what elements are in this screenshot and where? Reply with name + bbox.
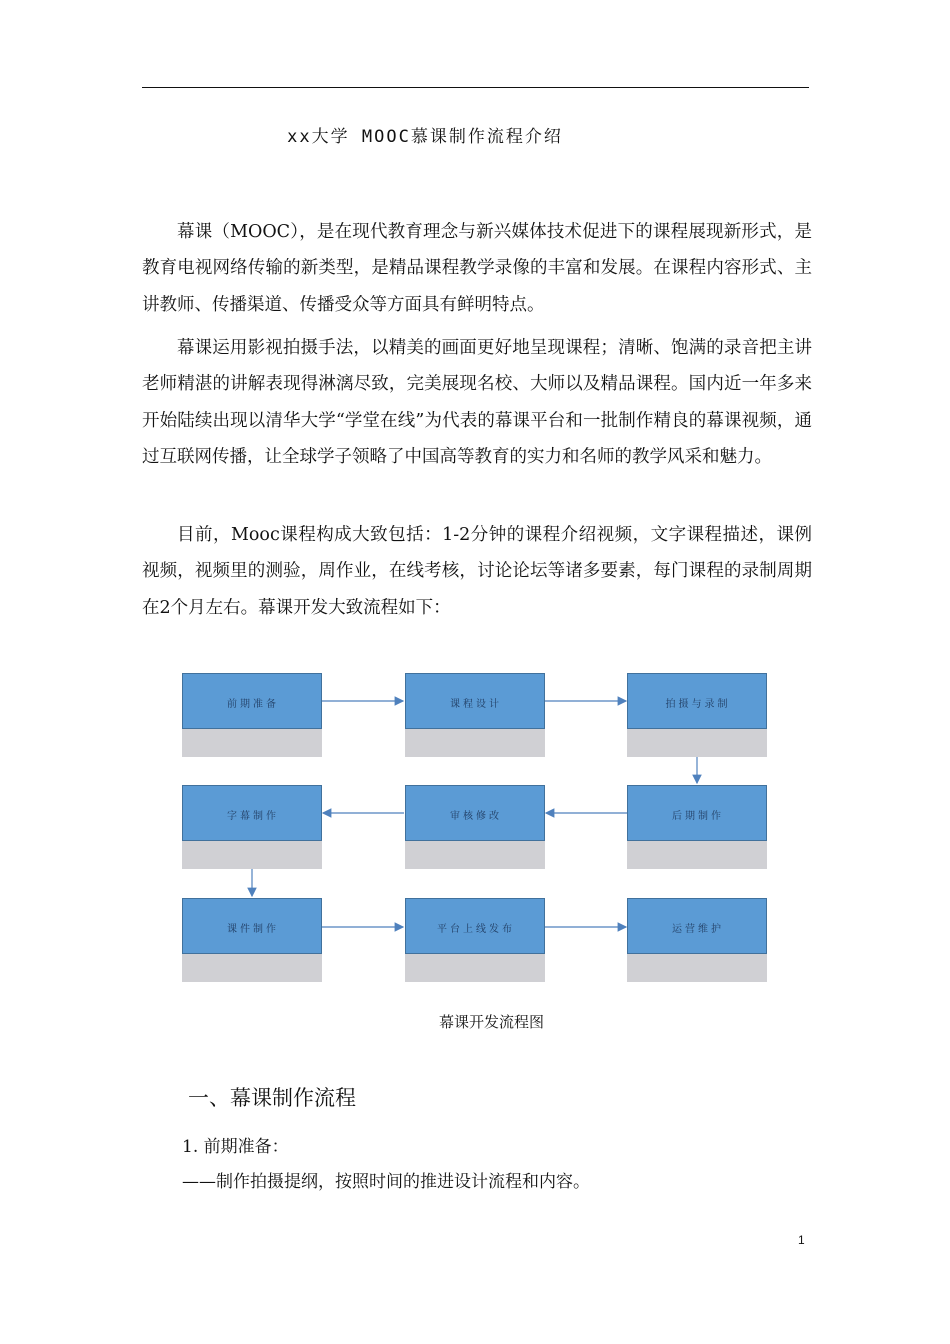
flow-node-label: 后期制作 — [672, 810, 724, 822]
paragraph-intro: 幕课（MOOC），是在现代教育理念与新兴媒体技术促进下的课程展现新形式，是教育电视网络传输的新类型，是精品课程教学录像的丰富和发展。在课程内容形式、主讲教师、传播渠道、传播受众等方面具有鲜明特点。 — [142, 222, 812, 315]
paragraph-components: 目前，Mooc课程构成大致包括：1-2分钟的课程介绍视频，文字课程描述，课例视频，视频里的测验，周作业，在线考核，讨论论坛等诸多要素，每门课程的录制周期在2个月左右。幕课开发大致流程如下： — [142, 525, 812, 618]
flow-node-6 — [182, 785, 322, 841]
flow-node-label: 前期准备 — [227, 698, 279, 710]
flow-node-7 — [182, 898, 322, 954]
node-shadow — [627, 954, 767, 982]
node-shadow — [627, 729, 767, 757]
flow-node-label: 审核修改 — [450, 810, 502, 822]
node-shadow — [182, 954, 322, 982]
flow-node-4 — [627, 785, 767, 841]
flow-node-label: 拍摄与录制 — [665, 698, 731, 710]
node-shadow — [405, 729, 545, 757]
flow-node-3 — [627, 673, 767, 729]
body-line: ——制作拍摄提纲，按照时间的推进设计流程和内容。 — [182, 1172, 590, 1192]
flowchart-caption: 幕课开发流程图 — [438, 1013, 544, 1031]
node-shadow — [627, 841, 767, 869]
document-title: xx大学 MOOC慕课制作流程介绍 — [287, 127, 563, 147]
flow-node-9 — [627, 898, 767, 954]
flow-node-label: 运营维护 — [672, 923, 724, 935]
section-heading: 一、幕课制作流程 — [188, 1086, 356, 1110]
flow-node-label: 字幕制作 — [227, 810, 279, 822]
paragraph-features: 幕课运用影视拍摄手法，以精美的画面更好地呈现课程；清晰、饱满的录音把主讲老师精湛的讲解表现得淋漓尽致，完美展现名校、大师以及精品课程。国内近一年多来开始陆续出现以清华大学“学堂在线”为代表的幕课平台和一批制作精良的幕课视频，通过互联网传播，让全球学子领略了中国高等教育的实力和名师的教学风采和魅力。 — [142, 338, 812, 467]
node-shadow — [405, 954, 545, 982]
subheading: 1. 前期准备： — [182, 1137, 289, 1157]
page-number: 1 — [798, 1233, 805, 1247]
node-shadow — [182, 841, 322, 869]
node-shadow — [182, 729, 322, 757]
node-shadow — [405, 841, 545, 869]
flow-node-5 — [405, 785, 545, 841]
flow-node-label: 课件制作 — [227, 923, 279, 935]
flow-node-2 — [405, 673, 545, 729]
flow-node-label: 平台上线发布 — [437, 923, 515, 935]
flow-node-8 — [405, 898, 545, 954]
flow-node-label: 课程设计 — [450, 698, 502, 710]
flow-node-1 — [182, 673, 322, 729]
